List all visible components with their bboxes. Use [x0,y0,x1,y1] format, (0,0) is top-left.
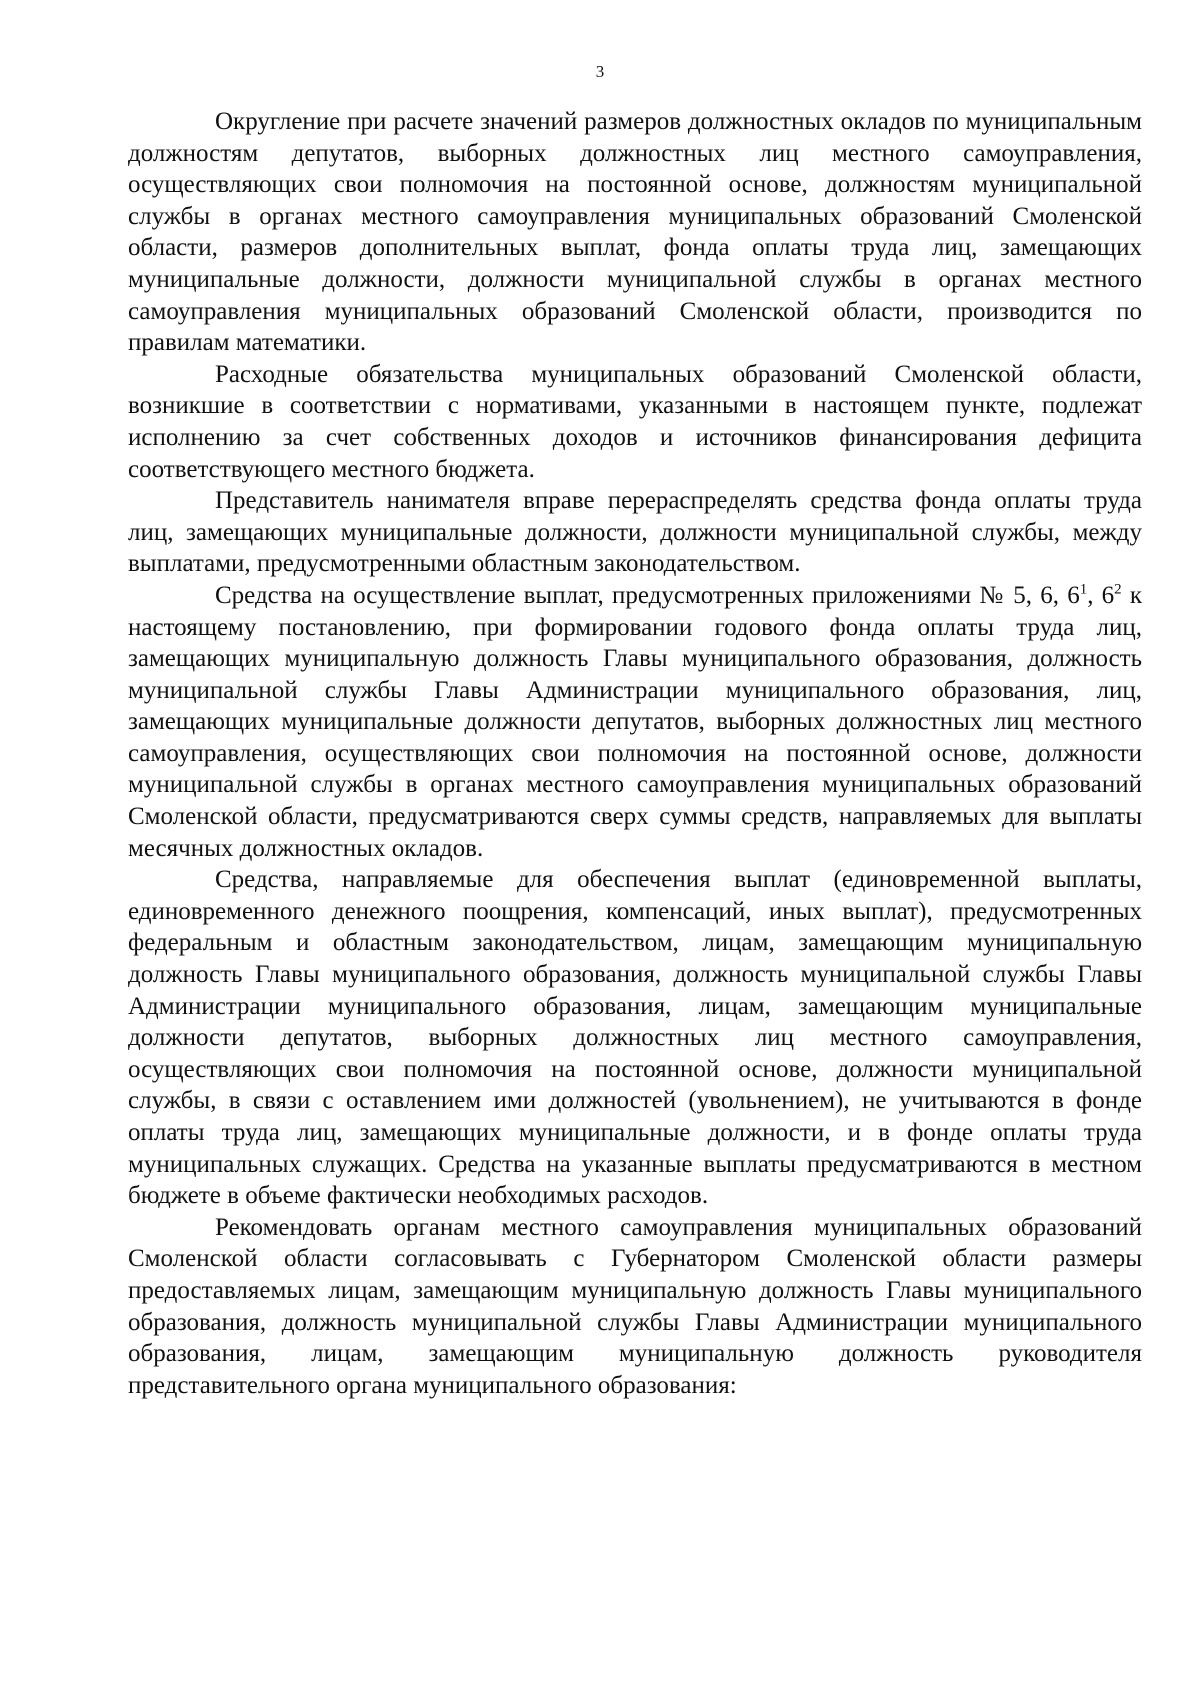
document-body [128,106,1142,1401]
superscript-1: 1 [1079,581,1088,598]
paragraph-rounding-rules: Округление при расчете значений размеров должностных окладов по муниципальным должностям депутатов, выборных должностных лиц местного самоуправления, осуществляющих свои полномочия на постоянной основе, должностям муниципальной службы в органах местного самоуправления муниципальных образований Смоленской области, размеров дополнительных выплат, фонда оплаты труда лиц, замещающих муниципальные должности, должности муниципальной службы в органах местного самоуправления муниципальных образований Смоленской области, производится по правилам математики. [128,108,1142,357]
paragraph-recommendation: Рекомендовать органам местного самоуправления муниципальных образований Смоленской области согласовывать с Губернатором Смоленской области размеры предоставляемых лицам, замещающим муниципальную должность Главы муниципального образования, должность муниципальной службы Главы Администрации муниципального образования, лицам, замещающим муниципальную должность руководителя представительного органа муниципального образования: [128,1213,1142,1399]
paragraph-payment-funds [128,580,1142,864]
paragraph-payment-funds-text: к настоящему постановлению, при формировании годового фонда оплаты труда лиц, замещающих муниципальную должность Главы муниципального образования, должность муниципальной службы Главы Администрации муниципального образования, лиц, замещающих муниципальные должности депутатов, выборных должностных лиц местного самоуправления, осуществляющих свои полномочия на постоянной основе, должности муниципальной службы в органах местного самоуправления муниципальных образований Смоленской области, предусматриваются сверх суммы средств, направляемых для выплаты месячных должностных окладов. [128,581,1142,862]
paragraph-employer-redistribution: Представитель нанимателя вправе перераспределять средства фонда оплаты труда лиц, замещающих муниципальные должности, должности муниципальной службы, между выплатами, предусмотренными областным законодательством. [128,487,1142,578]
paragraph-payment-funds-lead: Средства на осуществление выплат, предусмотренных приложениями № 5, 6, 6 [215,581,1080,609]
paragraph-dismissal-payments: Средства, направляемые для обеспечения выплат (единовременной выплаты, единовременного денежного поощрения, компенсаций, иных выплат), предусмотренных федеральным и областным законодательством, лицам, замещающим муниципальную должность Главы муниципального образования, должность муниципальной службы Главы Администрации муниципального образования, лицам, замещающим муниципальные должности депутатов, выборных должностных лиц местного самоуправления, осуществляющих свои полномочия на постоянной основе, должности муниципальной службы, в связи с оставлением ими должностей (увольнением), не учитываются в фонде оплаты труда лиц, замещающих муниципальные должности, и в фонде оплаты труда муниципальных служащих. Средства на указанные выплаты предусматриваются в местном бюджете в объеме фактически необходимых расходов. [128,866,1142,1210]
paragraph-expense-obligations: Расходные обязательства муниципальных образований Смоленской области, возникшие в соответствии с нормативами, указанными в настоящем пункте, подлежат исполнению за счет собственных доходов и источников финансирования дефицита соответствующего местного бюджета. [128,360,1142,483]
superscript-2: 2 [1114,581,1122,598]
page-number: 3 [595,62,605,81]
paragraph-payment-funds-mid: , 6 [1087,581,1115,609]
